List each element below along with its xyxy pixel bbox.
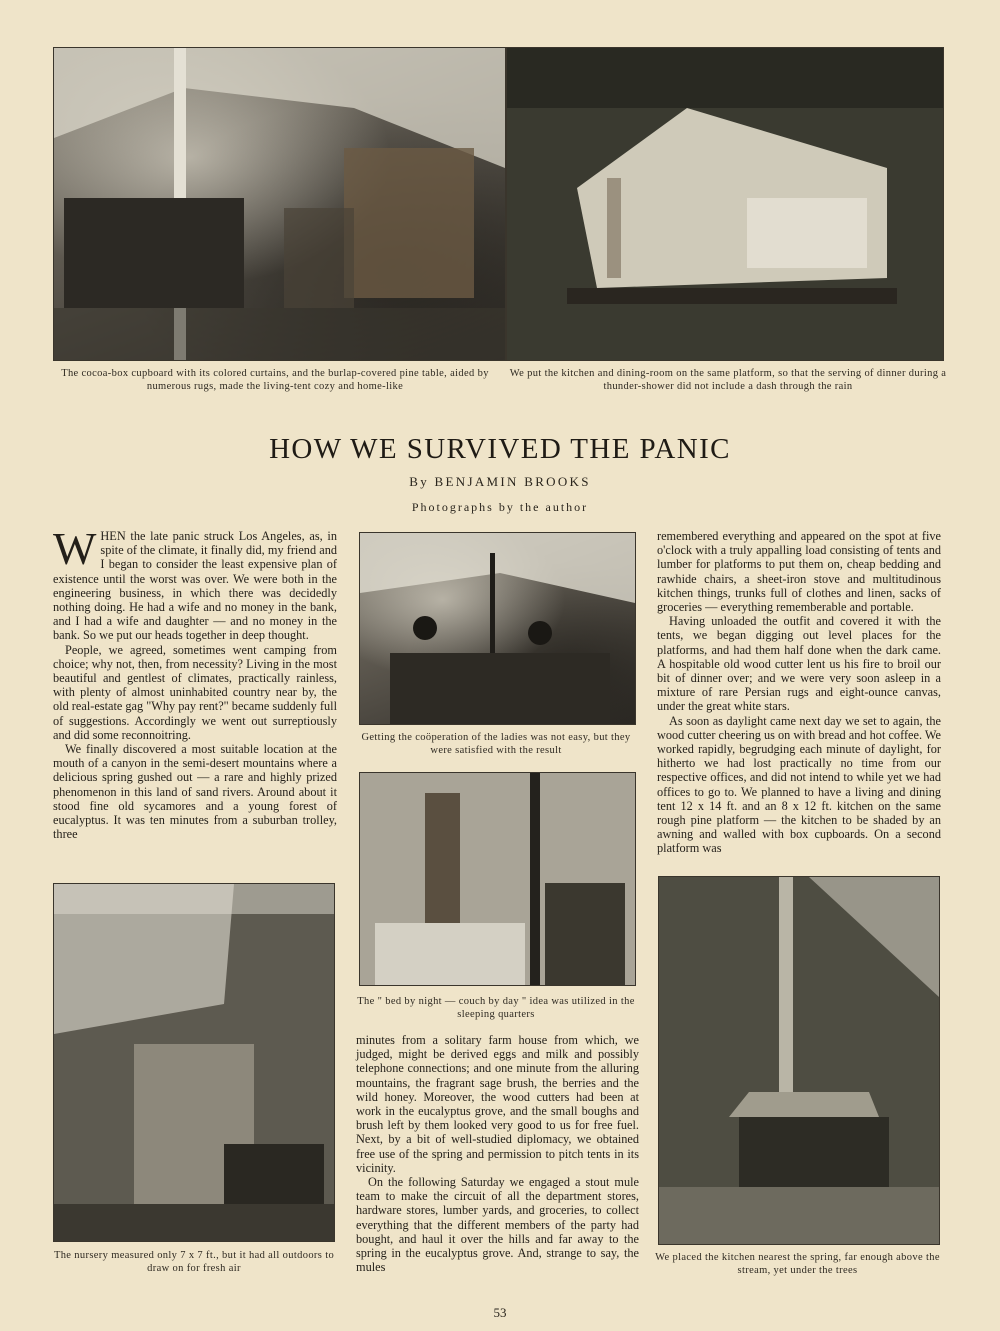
caption-kitchen-spring: We placed the kitchen nearest the spring, far enough above the stream, yet under the trees	[655, 1252, 940, 1276]
paragraph: Having unloaded the outfit and covered it with the tents, we began digging out level places for the platforms, and had them half done when the dark came. A hospitable old wood cutter lent us his fire to broil our bit of dinner over; and we were very soon asleep in a mixture of rare Persian rugs and eight-ounce canvas, under the great white stars.	[657, 614, 941, 714]
article-title: HOW WE SURVIVED THE PANIC	[269, 433, 731, 465]
column-1-text	[53, 523, 337, 842]
paragraph: remembered everything and appeared on the spot at five o'clock with a truly appalling load consisting of tents and lumber for platforms to put them on, cheap bedding and rawhide chairs, a sheet-iron stove and multitudinous kitchen things, trunks full of clothes and linen, sacks of groceries — everything rememberable and portable.	[657, 529, 941, 615]
photo-nursery	[53, 883, 335, 1242]
paragraph: On the following Saturday we engaged a stout mule team to make the circuit of all the department stores, hardware stores, lumber yards, and groceries, to collect everything that the different members of the party had bought, and haul it over the hills and far away to the spring in the eucalyptus grove. And, strange to say, the mules	[356, 1175, 639, 1275]
paragraph: People, we agreed, sometimes went camping from choice; why not, then, from necessity? Living in the most beautiful and gentlest of climates, practically rainless, with plenty of almost uninhabited country near by, the old real-estate gag "Why pay rent?" became suddenly full of suggestions. Accordingly we went out surreptiously and did some reconnoitring.	[53, 642, 337, 742]
paragraph: WHEN the late panic struck Los Angeles, as, in spite of the climate, it finally did, my friend and I began to consider the least expensive plan of existence until the worst was over. We were both in the engineering business, in which there was decidedly nothing doing. He had a wife and no money in the bank, and I had a wife and daughter — and no money in the bank. So we put our heads together in deep thought.	[53, 523, 337, 643]
photo-ladies	[359, 532, 636, 725]
caption-kitchen-platform: We put the kitchen and dining-room on the same platform, so that the serving of dinner during a thunder-shower did not include a dash through the rain	[509, 368, 947, 392]
column-2-text	[356, 1033, 639, 1274]
paragraph: We finally discovered a most suitable location at the mouth of a canyon in the semi-desert mountains where a delicious spring gushed out — a rare and highly prized phenomenon in this land of sand rivers. Around about it stood fine old sycamores and a young forest of eucalyptus. It was ten minutes from a suburban trolley, three	[53, 742, 337, 842]
caption-ladies: Getting the coöperation of the ladies was not easy, but they were satisfied with the result	[361, 732, 631, 756]
drop-cap: W	[53, 523, 97, 574]
article-byline: By BENJAMIN BROOKS	[409, 474, 591, 489]
photo-bed-couch	[359, 772, 636, 986]
photo-kitchen-spring	[658, 876, 940, 1245]
photo-kitchen-platform	[506, 47, 944, 361]
page-number: 53	[493, 1305, 507, 1320]
paragraph: minutes from a solitary farm house from which, we judged, might be derived eggs and milk and possibly telephone connections; and one minute from the alluring mountains, the fragrant sage brush, the berries and the wild honey. Moreover, the wood cutters had been at work in the eucalyptus grove, and the small boughs and brush left by them looked very good to us for free fuel. Next, by a bit of well-studied diplomacy, we obtained free use of the spring and permission to pitch tents in its vicinity.	[356, 1033, 639, 1175]
caption-living-tent: The cocoa-box cupboard with its colored curtains, and the burlap-covered pine table, aided by numerous rugs, made the living-tent cozy and home-like	[61, 368, 489, 392]
column-3-text	[657, 529, 941, 856]
paragraph: As soon as daylight came next day we set to again, the wood cutter cheering us on with bread and hot coffee. We worked rapidly, begrudging each minute of daylight, for hitherto we had lost practically no time from our respective offices, and did not intend to while yet we had offices to go to. We planned to have a living and dining tent 12 x 14 ft. and an 8 x 12 ft. kitchen on the same rough pine platform — the kitchen to be shaded by an awning and walled with box cupboards. On a second platform was	[657, 713, 941, 856]
caption-nursery: The nursery measured only 7 x 7 ft., but it had all outdoors to draw on for fresh air	[53, 1250, 335, 1274]
photo-living-tent	[53, 47, 506, 361]
caption-bed-couch: The " bed by night — couch by day " idea was utilized in the sleeping quarters	[357, 996, 635, 1020]
photo-credit: Photographs by the author	[411, 500, 589, 514]
